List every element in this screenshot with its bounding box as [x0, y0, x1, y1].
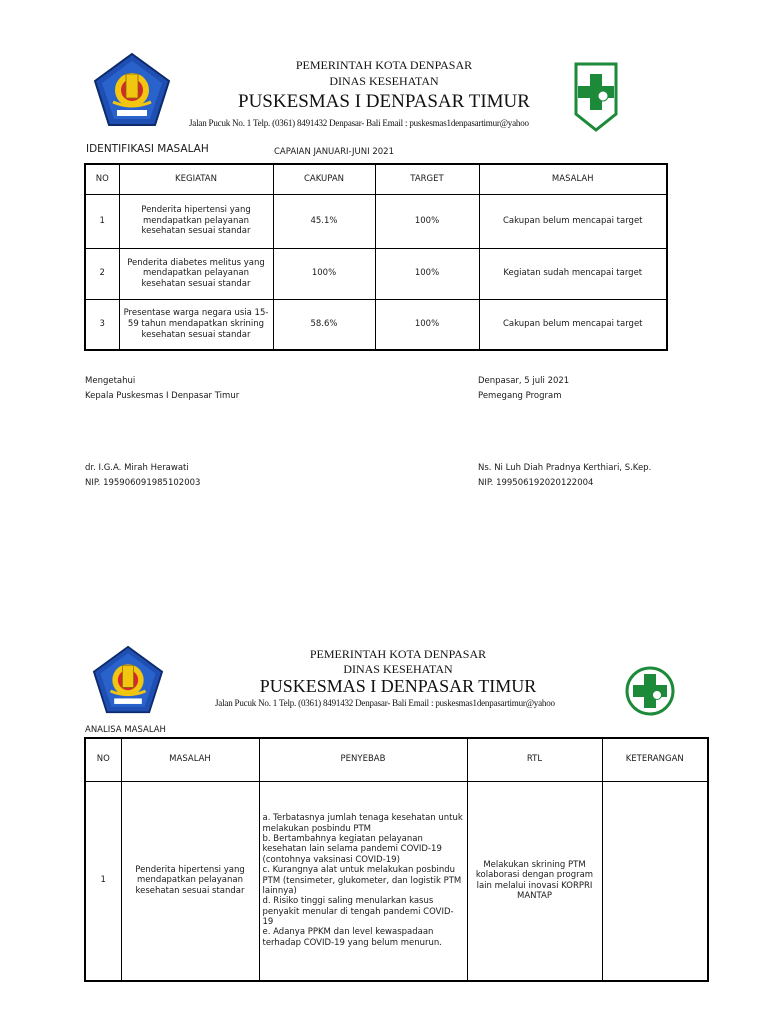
- header-line-2: DINAS KESEHATAN: [343, 662, 453, 676]
- col-header-penyebab: PENYEBAB: [259, 738, 467, 781]
- sig-left-name: dr. I.G.A. Mirah Herawati: [85, 463, 189, 473]
- cell-kegiatan: Penderita diabetes melitus yang mendapatkan pelayanan kesehatan sesuai standar: [119, 248, 273, 299]
- cell-masalah: Cakupan belum mencapai target: [479, 194, 667, 248]
- cell-target: 100%: [375, 194, 479, 248]
- sig-right-nip: NIP. 199506192020122004: [478, 478, 594, 488]
- cell-kegiatan: Presentase warga negara usia 15-59 tahun mendapatkan skrining kesehatan sesuai standar: [119, 299, 273, 350]
- cause-item: b. Bertambahnya kegiatan pelayanan kesehatan lain selama pandemi COVID-19 (contohnya vaksinasi COVID-19): [262, 834, 442, 865]
- cell-cakupan: 58.6%: [273, 299, 375, 350]
- cause-item: a. Terbatasnya jumlah tenaga kesehatan untuk melakukan posbindu PTM: [262, 813, 463, 834]
- cell-keterangan: [602, 781, 708, 981]
- header-title: PUSKESMAS I DENPASAR TIMUR: [238, 91, 530, 112]
- col-header-no: NO: [85, 164, 119, 194]
- cell-no: 1: [85, 194, 119, 248]
- col-header-no: NO: [85, 738, 121, 781]
- cell-target: 100%: [375, 248, 479, 299]
- sig-right-date: Denpasar, 5 juli 2021: [478, 376, 570, 386]
- sig-left-nip: NIP. 195906091985102003: [85, 478, 201, 488]
- cell-masalah: Penderita hipertensi yang mendapatkan pelayanan kesehatan sesuai standar: [121, 781, 259, 981]
- col-header-masalah: MASALAH: [479, 164, 667, 194]
- cause-item: c. Kurangnya alat untuk melakukan posbindu PTM (tensimeter, glukometer, dan logistik PTM lainnya): [262, 865, 462, 896]
- col-header-kegiatan: KEGIATAN: [119, 164, 273, 194]
- identification-table: [84, 163, 668, 351]
- header-address: Jalan Pucuk No. 1 Telp. (0361) 8491432 Denpasar- Bali Email : puskesmas1denpasartimur@yahoo: [189, 118, 529, 128]
- header-line-1: PEMERINTAH KOTA DENPASAR: [309, 647, 487, 661]
- health-cross-logo-icon: [570, 56, 622, 134]
- col-header-keterangan: KETERANGAN: [602, 738, 708, 781]
- health-cross-logo-icon: [624, 660, 676, 722]
- cell-no: 2: [85, 248, 119, 299]
- cell-kegiatan: Penderita hipertensi yang mendapatkan pelayanan kesehatan sesuai standar: [119, 194, 273, 248]
- table-header-row: [85, 164, 667, 194]
- cell-no: 1: [85, 781, 121, 981]
- header-line-1: PEMERINTAH KOTA DENPASAR: [295, 58, 473, 72]
- table-header-row: [85, 738, 708, 781]
- col-header-cakupan: CAKUPAN: [273, 164, 375, 194]
- table-row: [85, 781, 708, 981]
- sig-right-name: Ns. Ni Luh Diah Pradnya Kerthiari, S.Kep.: [478, 463, 652, 473]
- sig-left-role: Kepala Puskesmas I Denpasar Timur: [85, 391, 240, 401]
- col-header-rtl: RTL: [467, 738, 602, 781]
- cell-penyebab: [259, 781, 467, 981]
- section-title-analisa: ANALISA MASALAH: [85, 725, 166, 735]
- cell-cakupan: 45.1%: [273, 194, 375, 248]
- section-title-identifikasi: IDENTIFIKASI MASALAH: [86, 143, 209, 155]
- cause-item: d. Risiko tinggi saling menularkan kasus penyakit menular di tengah pandemi COVID-19: [262, 896, 454, 927]
- header-address: Jalan Pucuk No. 1 Telp. (0361) 8491432 Denpasar- Bali Email : puskesmas1denpasartimur@yahoo: [215, 698, 555, 708]
- col-header-masalah: MASALAH: [121, 738, 259, 781]
- cause-item: e. Adanya PPKM dan level kewaspadaan terhadap COVID-19 yang belum menurun.: [262, 927, 442, 948]
- header-title: PUSKESMAS I DENPASAR TIMUR: [259, 676, 537, 696]
- cell-masalah: Cakupan belum mencapai target: [479, 299, 667, 350]
- table-row: [85, 248, 667, 299]
- cell-rtl: Melakukan skrining PTM kolaborasi dengan program lain melalui inovasi KORPRI MANTAP: [467, 781, 602, 981]
- analysis-table: [84, 737, 709, 982]
- cell-cakupan: 100%: [273, 248, 375, 299]
- cell-target: 100%: [375, 299, 479, 350]
- col-header-target: TARGET: [375, 164, 479, 194]
- cell-no: 3: [85, 299, 119, 350]
- period-label: CAPAIAN JANUARI-JUNI 2021: [274, 147, 394, 157]
- cell-masalah: Kegiatan sudah mencapai target: [479, 248, 667, 299]
- sig-right-role: Pemegang Program: [478, 391, 562, 401]
- sig-left-label: Mengetahui: [85, 376, 136, 386]
- table-row: [85, 299, 667, 350]
- header-line-2: DINAS KESEHATAN: [329, 74, 439, 88]
- table-row: [85, 194, 667, 248]
